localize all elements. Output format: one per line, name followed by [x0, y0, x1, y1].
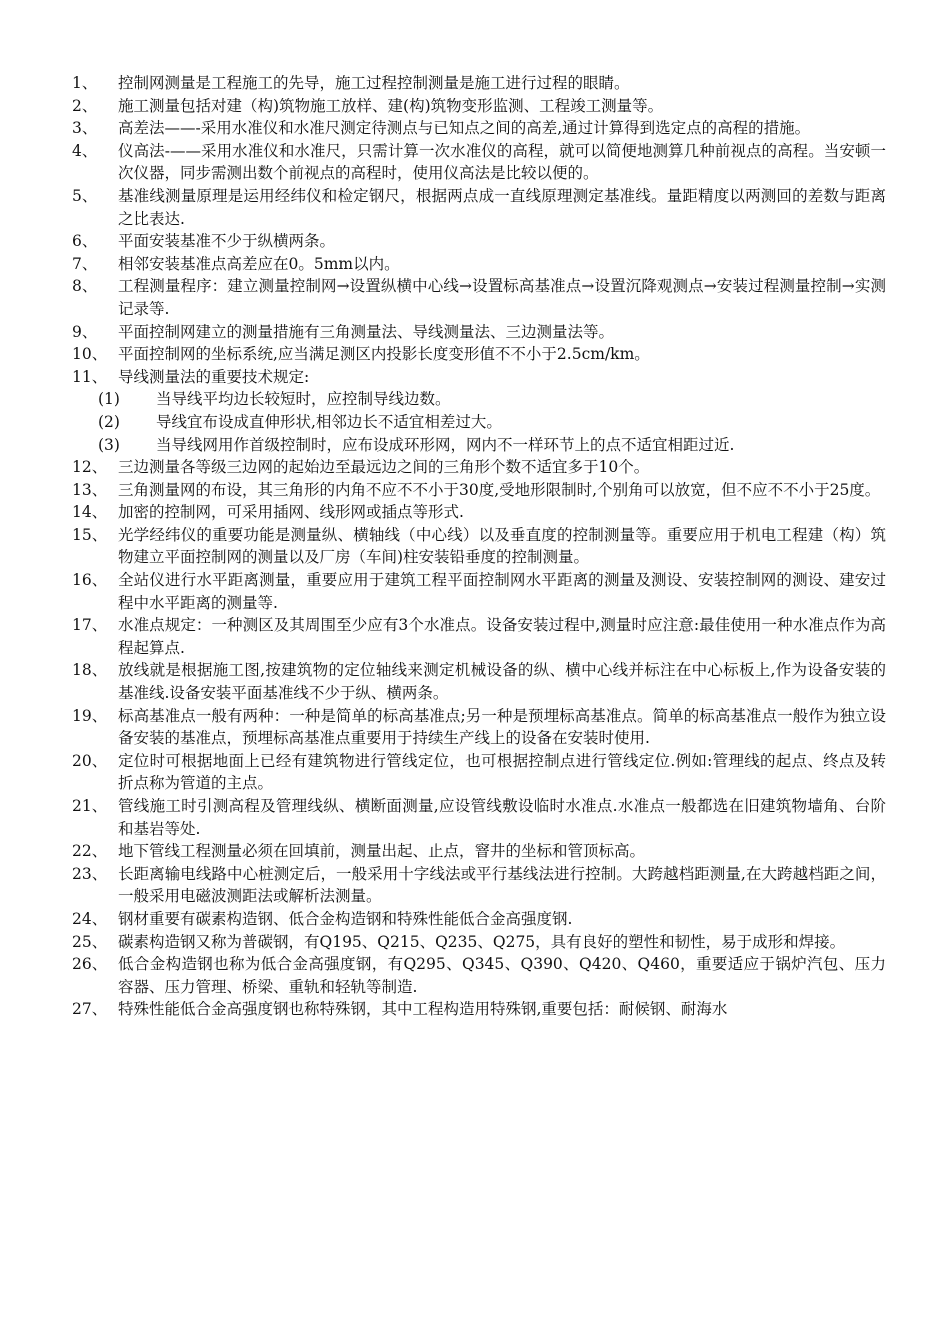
item-text: 地下管线工程测量必须在回填前，测量出起、止点，窨井的坐标和管顶标高。 — [118, 842, 646, 861]
list-item-11 — [72, 366, 886, 389]
item-text: 平面控制网的坐标系统,应当满足测区内投影长度变形值不不小于2.5cm/km。 — [118, 345, 650, 364]
list-item-8 — [72, 275, 886, 320]
list-item-23 — [72, 863, 886, 908]
list-item-16 — [72, 569, 886, 614]
item-text: 施工测量包括对建（构)筑物施工放样、建(构)筑物变形监测、工程竣工测量等。 — [118, 96, 664, 115]
list-item-13 — [72, 479, 886, 502]
list-item-6 — [72, 230, 886, 253]
sub-item-2 — [72, 411, 886, 434]
item-number: 6、 — [72, 232, 98, 251]
list-item-24 — [72, 908, 886, 931]
item-number: 17、 — [72, 616, 108, 635]
item-number: 10、 — [72, 345, 108, 364]
sub-item-number: (1) — [98, 390, 120, 409]
item-number: 2、 — [72, 96, 98, 115]
sub-item-text: 当导线网用作首级控制时，应布设成环形网，网内不一样环节上的点不适宜相距过近. — [156, 435, 735, 454]
item-text: 导线测量法的重要技术规定: — [118, 367, 310, 386]
item-text: 标高基准点一般有两种：一种是简单的标高基准点;另一种是预埋标高基准点。简单的标高基准点一般作为独立设备安装的基准点，预埋标高基准点重要用于持续生产线上的设备在安装时使用. — [118, 706, 886, 748]
item-text: 三角测量网的布设，其三角形的内角不应不不小于30度,受地形限制时,个别角可以放宽，但不应不不小于25度。 — [118, 480, 881, 499]
item-text: 工程测量程序：建立测量控制网→设置纵横中心线→设置标高基准点→设置沉降观测点→安装过程测量控制→实测记录等. — [118, 277, 886, 318]
item-number: 27、 — [72, 1000, 108, 1019]
item-text: 加密的控制网，可采用插网、线形网或插点等形式. — [118, 503, 464, 522]
item-number: 16、 — [72, 571, 108, 590]
item-text: 长距离输电线路中心桩测定后，一般采用十字线法或平行基线法进行控制。大跨越档距测量,在大跨越档距之间，一般采用电磁波测距法或解析法测量。 — [118, 864, 886, 906]
item-text: 全站仪进行水平距离测量，重要应用于建筑工程平面控制网水平距离的测量及测设、安装控制网的测设、建安过程中水平距离的测量等. — [118, 571, 886, 612]
item-text: 控制网测量是工程施工的先导，施工过程控制测量是施工进行过程的眼睛。 — [118, 74, 630, 92]
item-text: 水准点规定：一种测区及其周围至少应有3个水准点。设备安装过程中,测量时应注意:最佳使用一种水准点作为高程起算点. — [118, 616, 886, 657]
item-number: 5、 — [72, 186, 98, 205]
item-number: 13、 — [72, 480, 108, 499]
list-item-5 — [72, 185, 886, 230]
list-item-19 — [72, 705, 886, 750]
item-number: 7、 — [72, 254, 98, 273]
list-item-21 — [72, 795, 886, 840]
list-item-4 — [72, 140, 886, 185]
item-text: 光学经纬仪的重要功能是测量纵、横轴线（中心线）以及垂直度的控制测量等。重要应用于机电工程建（构）筑物建立平面控制网的测量以及厂房（车间)柱安装铅垂度的控制测量。 — [118, 525, 886, 567]
item-number: 24、 — [72, 909, 108, 928]
list-item-27 — [72, 998, 886, 1021]
item-number: 4、 — [72, 141, 98, 160]
list-item-22 — [72, 840, 886, 863]
item-number: 3、 — [72, 119, 98, 138]
list-item-18 — [72, 659, 886, 704]
list-item-17 — [72, 614, 886, 659]
item-number: 9、 — [72, 322, 98, 341]
list-item-7 — [72, 253, 886, 276]
item-number: 8、 — [72, 277, 98, 296]
item-text: 钢材重要有碳素构造钢、低合金构造钢和特殊性能低合金高强度钢. — [118, 909, 573, 928]
sub-list — [72, 388, 886, 456]
item-text: 平面安装基准不少于纵横两条。 — [118, 232, 336, 251]
item-number: 23、 — [72, 864, 108, 883]
item-number: 25、 — [72, 932, 108, 951]
item-text: 基准线测量原理是运用经纬仪和检定钢尺，根据两点成一直线原理测定基准线。量距精度以两测回的差数与距离之比表达. — [118, 186, 886, 228]
item-number: 12、 — [72, 458, 108, 477]
list-item-14 — [72, 501, 886, 524]
item-number: 14、 — [72, 503, 108, 522]
item-number: 11、 — [72, 367, 108, 386]
list-item-2 — [72, 95, 886, 118]
list-item-25 — [72, 931, 886, 954]
item-text: 碳素构造钢又称为普碳钢，有Q195、Q215、Q235、Q275，具有良好的塑性和韧性，易于成形和焊接。 — [118, 932, 846, 951]
sub-item-1 — [72, 388, 886, 411]
item-text: 特殊性能低合金高强度钢也称特殊钢，其中工程构造用特殊钢,重要包括：耐候钢、耐海水 — [118, 1000, 728, 1019]
item-text: 定位时可根据地面上已经有建筑物进行管线定位，也可根据控制点进行管线定位.例如:管理线的起点、终点及转折点称为管道的主点。 — [118, 751, 886, 793]
item-number: 22、 — [72, 842, 108, 861]
sub-item-text: 导线宜布设成直伸形状,相邻边长不适宜相差过大。 — [156, 412, 502, 431]
list-item-20 — [72, 750, 886, 795]
item-text: 三边测量各等级三边网的起始边至最远边之间的三角形个数不适宜多于10个。 — [118, 458, 650, 477]
item-text: 低合金构造钢也称为低合金高强度钢，有Q295、Q345、Q390、Q420、Q460，重要适应于锅炉汽包、压力容器、压力管理、桥梁、重轨和轻轨等制造. — [118, 955, 886, 996]
sub-item-3 — [72, 434, 886, 457]
sub-item-text: 当导线平均边长较短时，应控制导线边数。 — [156, 390, 451, 409]
item-number: 18、 — [72, 661, 108, 680]
list-item-26 — [72, 953, 886, 998]
item-text: 平面控制网建立的测量措施有三角测量法、导线测量法、三边测量法等。 — [118, 322, 615, 341]
list-item-1 — [72, 72, 886, 95]
item-text: 相邻安装基准点高差应在0。5mm以内。 — [118, 254, 400, 273]
sub-item-number: (2) — [98, 412, 120, 431]
list-item-15 — [72, 524, 886, 569]
sub-item-number: (3) — [98, 435, 120, 454]
item-text: 放线就是根据施工图,按建筑物的定位轴线来测定机械设备的纵、横中心线并标注在中心标板上,作为设备安装的基准线.设备安装平面基准线不少于纵、横两条。 — [118, 661, 886, 703]
list-item-10 — [72, 343, 886, 366]
item-text: 仪高法-——采用水准仪和水准尺，只需计算一次水准仪的高程，就可以简便地测算几种前视点的高程。当安顿一次仪器，同步需测出数个前视点的高程时，使用仪高法是比较以便的。 — [118, 141, 886, 183]
item-number: 15、 — [72, 525, 108, 544]
item-text: 管线施工时引测高程及管理线纵、横断面测量,应设管线敷设临时水准点.水准点一般都选在旧建筑物墙角、台阶和基岩等处. — [118, 797, 886, 838]
item-number: 21、 — [72, 797, 108, 815]
item-number: 20、 — [72, 751, 108, 770]
list-item-12 — [72, 456, 886, 479]
list-item-3 — [72, 117, 886, 140]
item-number: 19、 — [72, 706, 108, 725]
item-number: 26、 — [72, 955, 108, 974]
item-text: 高差法——-采用水准仪和水准尺测定待测点与已知点之间的高差,通过计算得到选定点的高程的措施。 — [118, 119, 811, 138]
list-item-9 — [72, 321, 886, 344]
item-number: 1、 — [72, 74, 98, 92]
